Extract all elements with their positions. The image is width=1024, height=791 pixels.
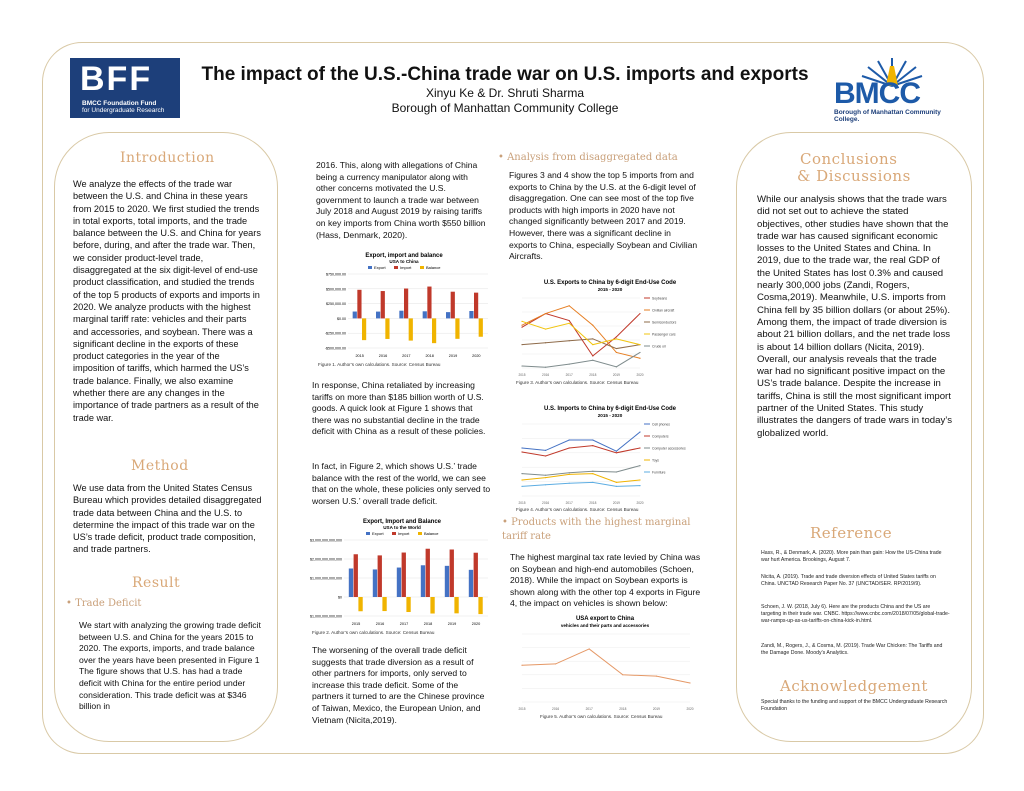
conclusions-text: While our analysis shows that the trade wars did not set out to achieve the stated objectives, other studies have shown that the trade war has caused significant economic losses to the United States and China. In 2019, due to the trade war, the real GDP of the United States has lost 0.3% and caused nearly 300,000 jobs (Zandi, Rogers, Cosma,2019). Meanwhile, U.S. imports from China fell by 35 billion dollars (or about 25%). Among them, the impact of trade diversion is about 21 billion dollars, and the net trade loss is about 14 billion dollars (Nicita, 2019). Overall, our analysis reveals that the trade war had no significant positive impact on the US’s trade balance. Despite the increase in tariffs, China is still the most significant import partner of the United States. This study illustrates the dangers of trade wars in today’s globalized world. <box>757 194 952 439</box>
x-tick-label: 2016 <box>542 373 550 377</box>
x-tick-label: 2017 <box>402 354 411 358</box>
data-point <box>639 431 640 432</box>
x-tick-label: 2019 <box>612 501 620 505</box>
bar-export <box>397 568 401 597</box>
data-point <box>639 479 640 480</box>
data-point <box>616 352 617 353</box>
chart-svg <box>510 402 710 506</box>
data-point <box>589 648 590 649</box>
conclusions-heading: Conclusions <box>800 150 898 168</box>
col3-paragraph-1: Figures 3 and 4 show the top 5 imports from and exports to China by the U.S. at the 6-digit level of disaggregation. One can see most of the top five products with high imports in 2020 have not changed significantly between 2017 and 2019. However, there was a significant decline in exports to China, especially Soybean and Civilian Aircrafts. <box>509 170 698 262</box>
data-point <box>592 355 593 356</box>
figure-1-caption: Figure 1. Author’s own calculations. Source: Census Bureau <box>318 362 441 367</box>
figure-2-chart <box>310 516 494 628</box>
reference-item: Nicita, A. (2019). Trade and trade diversion effects of United States tariffs on China. UNCTAD Research Paper No. 37 (UNCTAD/SER. RP/2019/9). <box>761 574 936 587</box>
figure-4-chart <box>510 402 710 506</box>
bff-logo <box>70 58 180 118</box>
figure-1-chart <box>314 250 494 360</box>
data-point <box>616 338 617 339</box>
x-tick-label: 2019 <box>612 373 620 377</box>
chart-svg <box>314 250 494 360</box>
legend-label: Import <box>398 531 410 536</box>
x-tick-label: 2017 <box>565 373 573 377</box>
chart-svg <box>510 612 700 712</box>
data-point <box>569 320 570 321</box>
data-point <box>545 484 546 485</box>
bar-export <box>376 312 380 319</box>
method-heading: Method <box>131 458 189 474</box>
data-point <box>569 340 570 341</box>
data-point <box>689 682 690 683</box>
data-point <box>616 451 617 452</box>
chart-title: Export, import and balance <box>365 253 443 259</box>
bar-balance <box>362 318 366 340</box>
authors: Xinyu Ke & Dr. Shruti Sharma <box>425 86 585 100</box>
chart-title: U.S. Exports to China by 6-digit End-Use Code <box>543 280 677 286</box>
series-line <box>522 482 640 486</box>
bar-balance <box>454 597 458 613</box>
legend-label: Furniture <box>652 470 666 475</box>
bar-balance <box>432 318 436 343</box>
bar-export <box>423 311 427 318</box>
y-tick-label: $750,000.00 <box>326 272 346 277</box>
introduction-heading: Introduction <box>120 150 215 166</box>
bar-import <box>357 290 361 319</box>
bar-import <box>427 287 431 319</box>
data-point <box>622 674 623 675</box>
bar-import <box>381 291 385 318</box>
bmcc-logo-text: BMCC <box>834 77 920 110</box>
reference-item: Zandi, M., Rogers, J., & Cosma, M. (2019). Trade War Chicken: The Tariffs and the Damage Done. Moody’s Analytics. <box>761 643 943 656</box>
data-point <box>545 367 546 368</box>
x-tick-label: 2016 <box>375 622 385 626</box>
bar-balance <box>382 597 386 611</box>
x-tick-label: 2015 <box>351 622 361 626</box>
chart-svg <box>310 516 494 628</box>
legend-label: Cell phones <box>652 422 670 427</box>
bar-balance <box>478 597 482 614</box>
data-point <box>569 474 570 475</box>
bar-export <box>446 312 450 318</box>
x-tick-label: 2020 <box>686 707 694 711</box>
x-tick-label: 2015 <box>355 354 364 358</box>
bar-export <box>469 570 473 597</box>
x-tick-label: 2016 <box>552 707 560 711</box>
legend-label: Export <box>372 531 384 536</box>
y-tick-label: $1,000,000,000,000 <box>310 576 342 581</box>
data-point <box>521 665 522 666</box>
data-point <box>616 348 617 349</box>
marginal-tariff-bullet: • Products with the highest marginal tariff rate <box>502 517 691 542</box>
data-point <box>521 344 522 345</box>
legend-swatch <box>392 532 396 535</box>
y-tick-label: $500,000.00 <box>326 287 346 292</box>
reference-heading: Reference <box>810 524 893 542</box>
x-tick-label: 2019 <box>652 707 660 711</box>
x-tick-label: 2018 <box>619 707 627 711</box>
x-tick-label: 2017 <box>565 501 573 505</box>
bar-export <box>373 569 377 597</box>
data-point <box>545 475 546 476</box>
data-point <box>639 358 640 359</box>
legend-label: Computers <box>652 434 669 439</box>
data-point <box>521 327 522 328</box>
bar-balance <box>358 597 362 611</box>
y-tick-label: -$1,000,000,000,000 <box>310 614 342 619</box>
x-tick-label: 2019 <box>448 354 458 358</box>
figure-3-chart <box>510 276 710 378</box>
series-line <box>522 306 640 359</box>
data-point <box>555 663 556 664</box>
data-point <box>521 321 522 322</box>
data-point <box>545 477 546 478</box>
bar-export <box>445 566 449 597</box>
data-point <box>639 344 640 345</box>
bar-balance <box>385 318 389 339</box>
data-point <box>639 352 640 353</box>
x-tick-label: 2018 <box>425 354 434 358</box>
series-line <box>522 649 690 683</box>
series-line <box>522 432 640 451</box>
data-point <box>569 447 570 448</box>
result-heading: Result <box>132 575 181 591</box>
data-point <box>592 473 593 474</box>
col3-paragraph-2: The highest marginal tax rate levied by China was on Soybean and high-end automobiles (Schoen, 2018). While the impact on Soybean exports is shown along with the other top 4 exports in Figure 4, the impact on vehicles is shown below: <box>510 552 701 609</box>
y-tick-label: $0 <box>338 595 342 600</box>
trade-deficit-bullet: • Trade Deficit <box>66 598 142 609</box>
data-point <box>545 313 546 314</box>
data-point <box>592 325 593 326</box>
data-point <box>639 485 640 486</box>
legend-label: Civilian aircraft <box>652 308 675 313</box>
figure-2-caption: Figure 2. Author’s own calculations. Source: Census Bureau <box>312 630 435 635</box>
legend-label: Export <box>374 265 386 270</box>
bar-import <box>451 292 455 319</box>
data-point <box>569 472 570 473</box>
chart-title: U.S. Imports to China by 6-digit End-Use Code <box>543 406 677 412</box>
data-point <box>521 451 522 452</box>
x-tick-label: 2016 <box>542 501 550 505</box>
data-point <box>616 366 617 367</box>
discussions-heading: & Discussions <box>797 167 911 185</box>
data-point <box>616 482 617 483</box>
data-point <box>592 471 593 472</box>
bar-balance <box>479 318 483 336</box>
bmcc-logo-caption: Borough of Manhattan Community College. <box>834 109 941 123</box>
x-tick-label: 2018 <box>589 501 597 505</box>
data-point <box>592 360 593 361</box>
data-point <box>616 486 617 487</box>
data-point <box>616 452 617 453</box>
bar-balance <box>409 318 413 340</box>
legend-label: Passenger cars <box>652 332 676 337</box>
bar-import <box>426 549 430 597</box>
data-point <box>521 473 522 474</box>
legend-swatch <box>394 266 398 269</box>
disaggregated-bullet: • Analysis from disaggregated data <box>498 152 678 163</box>
poster-authors <box>180 86 830 116</box>
data-point <box>521 325 522 326</box>
data-point <box>569 305 570 306</box>
col2-paragraph-4: The worsening of the overall trade deficit suggests that trade diversion as a result of other partners for imports, only served to increase this trade deficit. Some of the partners it turned to are the Chinese province of Taiwan, Mexico, the European Union, and Vietnam (Nicita,2019). <box>312 645 485 725</box>
x-tick-label: 2015 <box>518 373 526 377</box>
data-point <box>545 450 546 451</box>
figure-3-caption: Figure 3. Author’s own calculations. Source: Census Bureau <box>516 380 639 385</box>
legend-label: Balance <box>424 531 439 536</box>
data-point <box>569 483 570 484</box>
bar-export <box>349 569 353 598</box>
reference-item: Hass, R., & Denmark, A. (2020). More pain than gain: How the US-China trade war hurt America. Brookings, August 7. <box>761 550 942 563</box>
x-tick-label: 2015 <box>518 707 526 711</box>
bar-import <box>450 550 454 598</box>
result-text: We start with analyzing the growing trade deficit between U.S. and China for the years 2015 to 2020. The exports, imports, and trade balance over the years have been presented in Figure 1 The figure shows that U.S. has had a trade deficit with China for the entire period under consideration. This trade deficit was at $346 billion in <box>79 620 261 712</box>
legend-label: Crude oil <box>652 344 666 349</box>
figure-5-chart <box>510 612 700 712</box>
bar-import <box>474 553 478 597</box>
bar-import <box>378 555 382 597</box>
bar-export <box>353 312 357 319</box>
data-point <box>639 313 640 314</box>
chart-subtitle: 2015 - 2020 <box>597 413 623 418</box>
series-line <box>522 321 640 344</box>
bar-export <box>421 565 425 597</box>
data-point <box>521 479 522 480</box>
data-point <box>592 482 593 483</box>
y-tick-label: $3,000,000,000,000 <box>310 538 342 543</box>
data-point <box>521 447 522 448</box>
legend-label: Toys <box>652 458 659 463</box>
x-tick-label: 2020 <box>636 501 644 505</box>
data-point <box>592 344 593 345</box>
bar-import <box>402 553 406 597</box>
bff-logo-caption: BMCC Foundation Fund for Undergraduate Research <box>82 100 165 114</box>
college: Borough of Manhattan Community College <box>391 101 619 115</box>
y-tick-label: $2,000,000,000,000 <box>310 557 342 562</box>
x-tick-label: 2020 <box>636 373 644 377</box>
legend-swatch <box>420 266 424 269</box>
x-tick-label: 2017 <box>585 707 593 711</box>
x-tick-label: 2015 <box>518 501 526 505</box>
legend-label: Soybeans <box>652 296 668 301</box>
acknowledgement-heading: Acknowledgement <box>780 677 928 695</box>
data-point <box>545 455 546 456</box>
x-tick-label: 2019 <box>447 622 457 626</box>
data-point <box>616 336 617 337</box>
chart-svg <box>510 276 710 378</box>
poster-title: The impact of the U.S.-China trade war on U.S. imports and exports <box>201 64 809 85</box>
data-point <box>592 439 593 440</box>
acknowledgement-text: Special thanks to the funding and support of the BMCC Undergraduate Research Foundation <box>761 699 948 712</box>
x-tick-label: 2018 <box>423 622 433 626</box>
data-point <box>616 471 617 472</box>
data-point <box>569 439 570 440</box>
legend-label: Balance <box>426 265 441 270</box>
col2-paragraph-1: 2016. This, along with allegations of China being a currency manipulator along with other concerns motivated the U.S. government to launch a trade war between July 2018 and August 2019 by raising tariffs on key imports from China worth $550 billion (Hass, Denmark, 2020). <box>316 160 486 240</box>
data-point <box>656 676 657 677</box>
bar-import <box>474 293 478 319</box>
x-tick-label: 2020 <box>472 354 481 358</box>
series-line <box>522 352 640 367</box>
data-point <box>521 365 522 366</box>
data-point <box>592 445 593 446</box>
bmcc-logo <box>832 52 952 122</box>
col2-paragraph-3: In fact, in Figure 2, which shows U.S.’ trade balance with the rest of the world, we can see that on the whole, these policies only served to worsen U.S.’ overall trade deficit. <box>312 461 491 506</box>
figure-4-caption: Figure 4. Author’s own calculations. Source: Census Bureau <box>516 507 639 512</box>
data-point <box>569 323 570 324</box>
bar-balance <box>455 318 459 338</box>
figure-5-caption: Figure 5. Author’s own calculations. Source: Census Bureau <box>540 714 663 719</box>
reference-item: Schoen, J. W. (2018, July 6). Here are the products China and the US are targeting in their trade war. CNBC. https://www.cnbc.com/2018/07/05/global-trade-war-ramps-up-as-us-tariffs-on-china-kick-in.html. <box>761 604 950 624</box>
data-point <box>545 329 546 330</box>
legend-label: Semiconductors <box>652 320 677 325</box>
data-point <box>545 342 546 343</box>
bar-balance <box>406 597 410 612</box>
data-point <box>592 338 593 339</box>
chart-title: Export, Import and Balance <box>362 519 442 525</box>
col2-paragraph-2: In response, China retaliated by increasing tariffs on more than $185 billion worth of U.S. goods. A quick look at Figure 1 shows that there was no substantial decline in the trade deficit with China as a result of these policies. <box>312 380 486 437</box>
method-text: We use data from the United States Census Bureau which provides detailed disaggregated trade data between China and the U.S. to determine the impact of this trade war on the US’s trade deficit, product trade composition, and trade partners. <box>73 483 262 555</box>
bar-import <box>354 554 358 597</box>
series-line <box>522 314 640 356</box>
bar-import <box>404 289 408 319</box>
series-line <box>522 446 640 456</box>
chart-subtitle: USA to the World <box>383 525 421 530</box>
legend-label: Import <box>400 265 412 270</box>
chart-subtitle: 2015 - 2020 <box>597 287 623 292</box>
bar-balance <box>430 597 434 614</box>
y-tick-label: -$500,000.00 <box>324 346 346 351</box>
x-tick-label: 2020 <box>471 622 481 626</box>
y-tick-label: -$250,000.00 <box>324 331 346 336</box>
legend-swatch <box>368 266 372 269</box>
chart-subtitle: USA to China <box>389 259 419 264</box>
y-tick-label: $250,000.00 <box>326 302 346 307</box>
legend-label: Computer accessories <box>652 446 686 451</box>
y-tick-label: $0.00 <box>337 316 346 321</box>
x-tick-label: 2016 <box>378 354 388 358</box>
bar-export <box>469 311 473 318</box>
bar-export <box>399 311 403 319</box>
data-point <box>639 465 640 466</box>
legend-swatch <box>366 532 370 535</box>
chart-title: USA export to China <box>575 616 635 622</box>
data-point <box>521 486 522 487</box>
x-tick-label: 2018 <box>589 373 597 377</box>
chart-subtitle: vehicles and their parts and accessories <box>560 623 650 628</box>
introduction-text: We analyze the effects of the trade war between the U.S. and China in these years from 2015 to 2020. We first studied the trends in total exports, total imports, and the trade balance between the U.S. and China for years before, during, and after the trade war. Then, we consider product-level trade, disaggregated at the six digit-level of end-use product classification, and studied the trends of the top 5 products of exports and imports in 2020. We analyze products with the highest marginal tariff rate: vehicles and their parts and accessories, and soybean. There was a significant decline in the exports of these product categories in the year of the imposition of tariffs, which harmed the US’s trade balance. Finally, we also examine whether there are any changes in the importance of trade partners as a result of the trade war. <box>73 179 261 423</box>
data-point <box>639 447 640 448</box>
x-tick-label: 2017 <box>399 622 409 626</box>
bff-logo-text: BFF <box>80 60 153 98</box>
data-point <box>569 364 570 365</box>
legend-swatch <box>418 532 422 535</box>
